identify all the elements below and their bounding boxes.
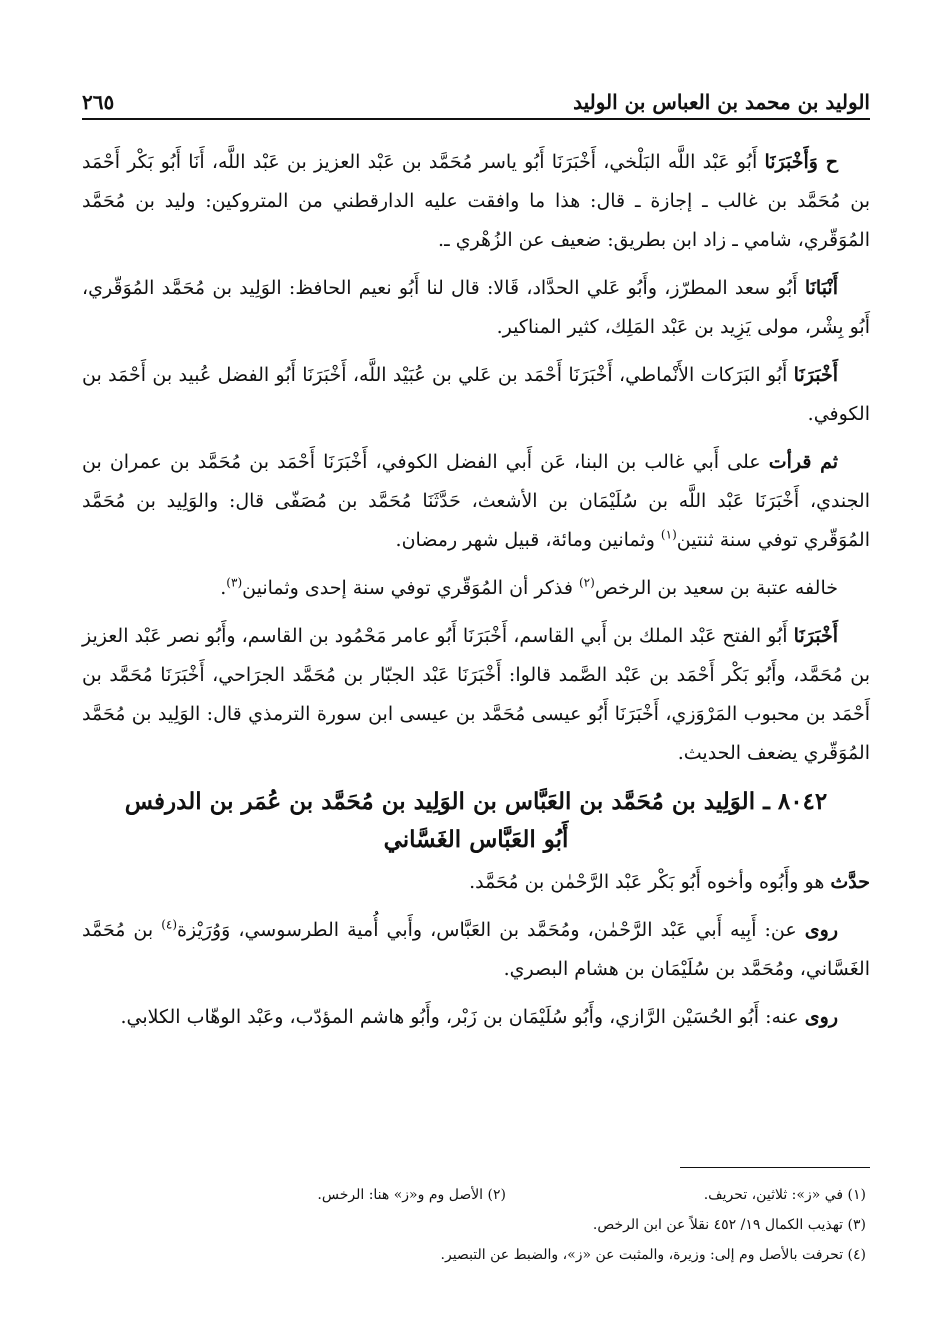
footnotes bbox=[82, 1180, 866, 1270]
page-number: ٢٦٥ bbox=[82, 90, 115, 114]
paragraph bbox=[82, 143, 870, 260]
paragraph-text: أَبُو الفتح عَبْد الملك بن أَبي القاسم، أَخْبَرَنَا أَبُو عامر مَحْمُود بن القاسم، وأَبُو نصر عَبْد العزيز بن مُحَمَّد، وأَبُو بَكْر أَحْمَد بن عَبْد الصَّمد قالوا: أَخْبَرَنَا عَبْد الجبّار بن مُحَمَّد الجرَاحي، أَخْبَرَنَا مُحَمَّد بن أَحْمَد بن محبوب المَرْوَزي، أَخْبَرَنَا أَبُو عيسى مُحَمَّد بن عيسى ابن سورة الترمذي قال: الوَلِيد بن مُحَمَّد المُوَقّري يضعف الحديث. bbox=[82, 625, 870, 764]
paragraph bbox=[82, 569, 870, 608]
footnote-marker: (٤) bbox=[161, 917, 178, 932]
footnote-4: (٤) تحرفت بالأصل وم إلى: وزيرة، والمثبت عن «ز»، والضبط عن التبصير. bbox=[440, 1247, 866, 1263]
entry-title bbox=[82, 783, 870, 859]
paragraph bbox=[82, 269, 870, 347]
running-title: الوليد بن محمد بن العباس بن الوليد bbox=[573, 90, 870, 114]
paragraph-text: هو وأَبُوه وأخوه أَبُو بَكْر عَبْد الرَّحْمٰن بن مُحَمَّد. bbox=[469, 871, 831, 893]
main-text bbox=[82, 143, 870, 1046]
footnote-rule bbox=[680, 1167, 870, 1168]
paragraph bbox=[82, 356, 870, 434]
footnote-marker: (١) bbox=[660, 527, 677, 542]
paragraph-text: عنه: أَبُو الحُسَيْن الرَّازي، وأَبُو سُلَيْمَان بن زَبْر، وأَبُو هاشم المؤدّب، وعَبْد الوهّاب الكلابي. bbox=[120, 1006, 805, 1028]
paragraph bbox=[82, 998, 870, 1037]
paragraph bbox=[82, 617, 870, 773]
paragraph-text: عن: أَبِيه أَبي عَبْد الرَّحْمٰن، ومُحَمَّد بن العَبَّاس، وأَبي أُمية الطرسوسي، وَوُرَيْزة bbox=[177, 919, 805, 941]
footnote-3: (٣) تهذيب الكمال ١٩/ ٤٥٢ نقلاً عن ابن الرخص. bbox=[592, 1217, 866, 1233]
paragraph bbox=[82, 911, 870, 989]
keyword: روى bbox=[804, 919, 838, 941]
keyword: روى bbox=[804, 1006, 838, 1028]
keyword: أَنْبَانَا bbox=[804, 277, 838, 299]
entry-title-line: ٨٠٤٢ ـ الوَلِيد بن مُحَمَّد بن العَبَّاس بن الوَلِيد بن مُحَمَّد بن عُمَر بن الدرفس bbox=[124, 788, 828, 815]
footnote-row bbox=[82, 1180, 866, 1210]
keyword: حدَّث bbox=[830, 871, 870, 893]
header-rule bbox=[82, 118, 870, 120]
entry-title-line: أَبُو العَبَّاس الغَسَّاني bbox=[383, 826, 569, 853]
paragraph-text: خالفه عتبة بن سعيد بن الرخص bbox=[594, 577, 838, 599]
keyword: ثم قرأت bbox=[768, 451, 839, 473]
paragraph-text-tail: . bbox=[220, 577, 227, 599]
page-header bbox=[82, 80, 870, 114]
paragraph-text-tail: فذكر أن المُوَقّري توفي سنة إحدى وثمانين bbox=[242, 577, 579, 599]
paragraph-text-tail: بن مُحَمَّد الغَسَّاني، ومُحَمَّد بن سُلَيْمَان بن هشام البصري. bbox=[82, 919, 870, 980]
paragraph bbox=[82, 863, 870, 902]
paragraph-text-tail: وثمانين ومائة، قبيل شهر رمضان. bbox=[395, 529, 661, 551]
paragraph bbox=[82, 443, 870, 560]
footnote-2: (٢) الأصل وم و«ز» هنا: الرخس. bbox=[317, 1187, 506, 1203]
footnote-marker: (٢) bbox=[578, 575, 595, 590]
footnote-marker: (٣) bbox=[226, 575, 243, 590]
paragraph-text: على أَبي غالب بن البنا، عَن أَبي الفضل الكوفي، أَخْبَرَنَا أَحْمَد بن مُحَمَّد بن عمران بن الجندي، أَخْبَرَنَا عَبْد اللَّه بن سُلَيْمَان بن الأشعث، حَدَّثَنَا مُحَمَّد بن مُصَفّى قال: والوَلِيد بن مُحَمَّد المُوَقّري توفي سنة ثنتين bbox=[82, 451, 870, 551]
paragraph-text: أَبُو البَرَكات الأَنْماطي، أَخْبَرَنَا أَحْمَد بن عَلي بن عُبَيْد اللَّه، أَخْبَرَنَا أَبُو الفضل عُبيد بن أَحْمَد بن الكوفي. bbox=[82, 364, 870, 425]
footnote-1: (١) في «ز»: ثلاثين، تحريف. bbox=[703, 1187, 866, 1203]
paragraph-text: أَبُو سعد المطرّز، وأَبُو عَلي الحدَّاد، قَالا: قال لنا أَبُو نعيم الحافظ: الوَلِيد بن مُحَمَّد المُوَقّري، أَبُو بِشْر، مولى يَزِيد بن عَبْد المَلِك، كثير المناكير. bbox=[82, 277, 870, 338]
keyword: أَخْبَرَنَا bbox=[793, 364, 838, 386]
keyword: أَخْبَرَنَا bbox=[793, 625, 838, 647]
paragraph-text: أَبُو عَبْد اللَّه البَلْخي، أَخْبَرَنَا أَبُو ياسر مُحَمَّد بن عَبْد العزيز بن عَبْد اللَّه، أَنَا أَبُو بَكْر أَحْمَد بن مُحَمَّد بن غالب ـ إجازة ـ قال: هذا ما وافقت عليه الدارقطني من المتروكين: وليد بن مُحَمَّد المُوَقّري، شامي ـ زاد ابن بطريق: ضعيف عن الزُهْري ـ. bbox=[82, 151, 870, 251]
keyword: ح وَأَخْبَرَنَا bbox=[764, 151, 838, 173]
